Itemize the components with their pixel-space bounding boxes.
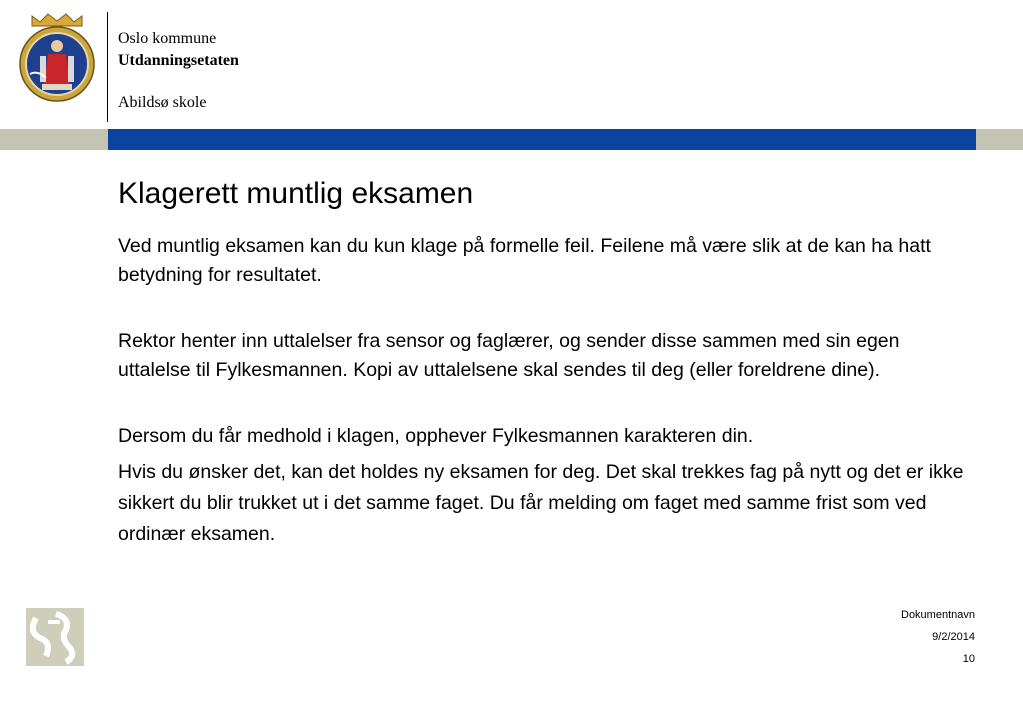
header-band-right bbox=[976, 129, 1023, 150]
school-name: Abildsø skole bbox=[118, 94, 207, 111]
oslo-kommune-logo-icon bbox=[26, 608, 84, 666]
header-band-left bbox=[0, 129, 108, 150]
slide-title: Klagerett muntlig eksamen bbox=[118, 177, 474, 210]
header-band bbox=[108, 129, 976, 150]
slide-body bbox=[118, 232, 968, 550]
document-name: Dokumentnavn bbox=[901, 609, 975, 621]
paragraph: Rektor henter inn uttalelser fra sensor og faglærer, og sender disse sammen med sin egen uttalelse til Fylkesmannen. Kopi av uttalelsene skal sendes til deg (eller foreldrene dine). bbox=[118, 330, 900, 381]
paragraph: Hvis du ønsker det, kan det holdes ny eksamen for deg. Det skal trekkes fag på nytt og det er ikke sikkert du blir trukket ut i det samme faget. Du får melding om faget med samme frist som ved ordinær eksamen. bbox=[118, 461, 964, 545]
document-date: 9/2/2014 bbox=[932, 631, 975, 643]
paragraph: Ved muntlig eksamen kan du kun klage på formelle feil. Feilene må være slik at de kan ha hatt betydning for resultatet. bbox=[118, 235, 931, 286]
page-number: 10 bbox=[962, 653, 975, 665]
paragraph: Dersom du får medhold i klagen, opphever Fylkesmannen karakteren din. bbox=[118, 425, 754, 447]
organization-block bbox=[118, 28, 239, 114]
org-department: Utdanningsetaten bbox=[118, 52, 239, 69]
oslo-city-seal-icon bbox=[18, 12, 96, 104]
org-name: Oslo kommune bbox=[118, 30, 217, 47]
header-divider bbox=[107, 12, 108, 122]
slide-footer bbox=[901, 604, 975, 670]
